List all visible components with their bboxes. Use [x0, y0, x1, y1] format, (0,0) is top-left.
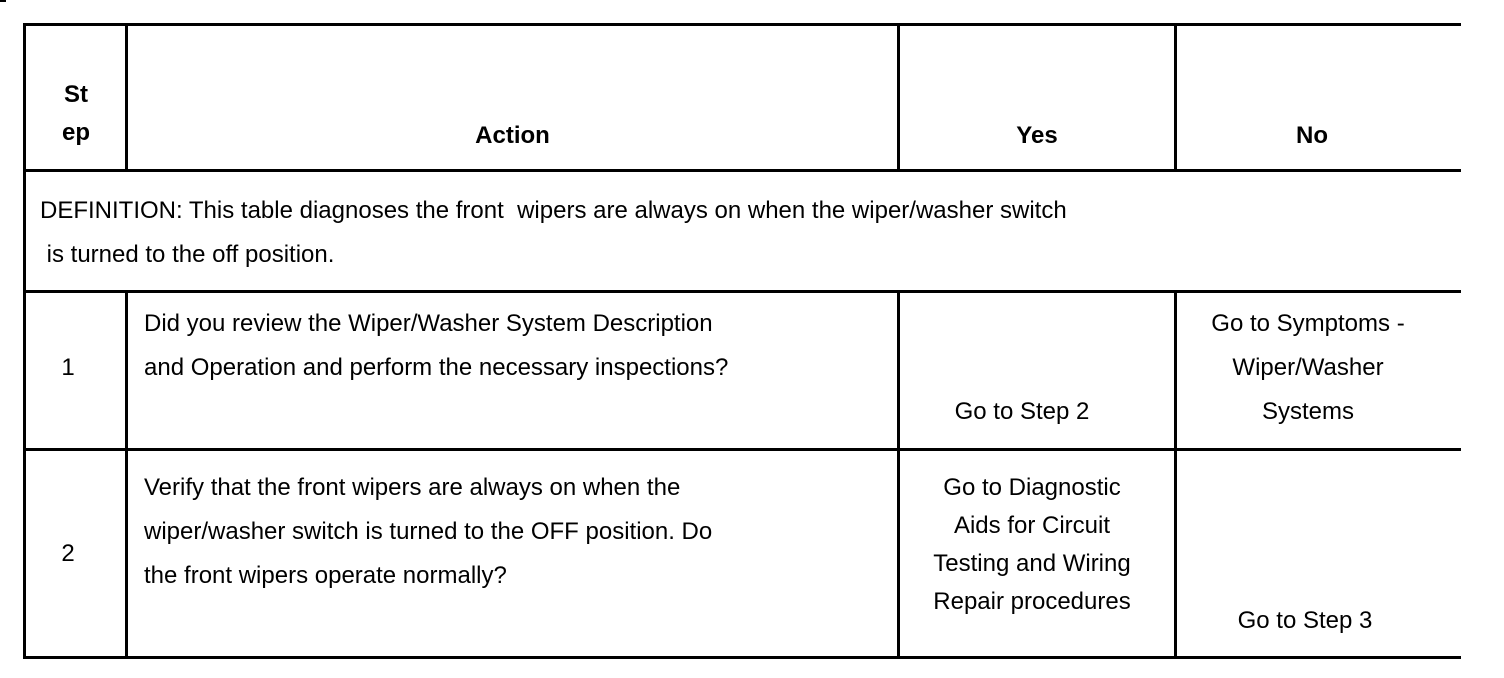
header-divider	[23, 169, 1461, 172]
yes-result: Go to Step 2	[954, 398, 1090, 425]
column-divider-step-body	[125, 290, 128, 659]
yes-result-line: Testing and Wiring	[933, 550, 1131, 577]
step-number: 2	[61, 540, 75, 567]
yes-result-line: Go to Diagnostic	[943, 474, 1121, 501]
action-text-line: wiper/washer switch is turned to the OFF position. Do	[144, 518, 713, 545]
no-result-line: Systems	[1261, 398, 1354, 425]
action-text-line: the front wipers operate normally?	[144, 562, 507, 589]
step-number: 1	[61, 354, 75, 381]
definition-divider	[23, 290, 1461, 293]
header-action: Action	[475, 122, 550, 149]
yes-result-line: Repair procedures	[933, 588, 1131, 615]
header-yes: Yes	[1016, 122, 1058, 149]
header-no: No	[1296, 122, 1328, 149]
action-text-line: Did you review the Wiper/Washer System Description	[144, 310, 713, 337]
definition-line-2: is turned to the off position.	[40, 241, 335, 268]
definition-line-1: DEFINITION: This table diagnoses the front wipers are always on when the wiper/washer switch	[40, 197, 1067, 224]
no-result: Go to Step 3	[1237, 607, 1373, 634]
corner-mark	[0, 0, 6, 2]
row-divider	[23, 448, 1461, 451]
header-step-line1: St	[64, 81, 88, 108]
action-text-line: and Operation and perform the necessary inspections?	[144, 354, 729, 381]
action-text-line: Verify that the front wipers are always on when the	[144, 474, 681, 501]
header-step-line2: ep	[61, 119, 90, 146]
no-result-line: Go to Symptoms -	[1211, 310, 1405, 337]
no-result-line: Wiper/Washer	[1232, 354, 1384, 381]
yes-result-line: Aids for Circuit	[953, 512, 1111, 539]
